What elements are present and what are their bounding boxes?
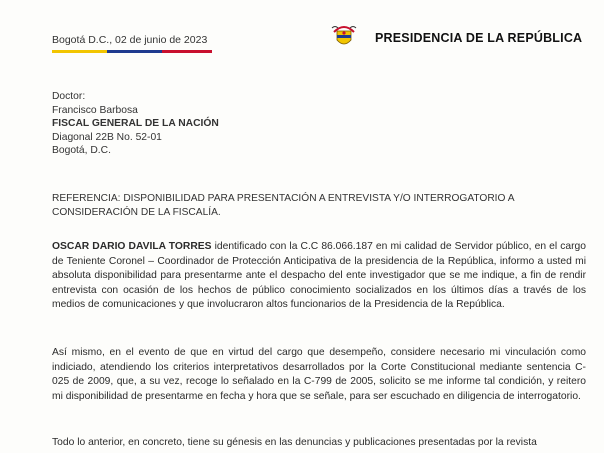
recipient-address: Diagonal 22B No. 52-01 [52,131,162,143]
paragraph-1-text: identificado con la C.C 86.066.187 en mi calidad de Servidor público, en el cargo de Teniente Coronel – Coordinador de Protección Anticipativa de la presidencia de la República, informo a usted mi absoluta disponibilidad para presentarme ante el despacho del ente investigador que se me indique, a fin de rendir entrevista con ocasión de los hechos de público conocimiento socializados en los últimos días a través de los medios de comunicaciones y que involucraron altos funcionarios de la Presidencia de la República. [52,241,586,311]
paragraph-2: Así mismo, en el evento de que en virtud del cargo que desempeño, considere necesario mi vinculación como indiciado, atendiendo los criterios interpretativos desarrollados por la Corte Constitucional mediante sentencia C- 025 de 2009, que, a su vez, recoge lo señalado en la C-799 de 2005, solicito se me informe tal condición, y reitero mi disponibilidad de presentarme en fecha y hora que se señale, para ser escuchado en diligencia de interrogatorio. [52,347,586,402]
colombia-coat-of-arms-icon [330,22,358,50]
sender-name: OSCAR DARIO DAVILA TORRES [52,241,212,252]
recipient-block [52,90,219,158]
flag-stripe [52,50,212,53]
recipient-name: Francisco Barbosa [52,104,138,116]
recipient-city: Bogotá, D.C. [52,145,111,157]
recipient-title: FISCAL GENERAL DE LA NACIÓN [52,118,219,130]
institution-name: PRESIDENCIA DE LA REPÚBLICA [375,31,583,45]
paragraph-3: Todo lo anterior, en concreto, tiene su génesis en las denuncias y publicaciones presentadas por la revista [52,437,537,448]
letter-date: Bogotá D.C., 02 de junio de 2023 [52,34,208,46]
reference-line: REFERENCIA: DISPONIBILIDAD PARA PRESENTACIÓN A ENTREVISTA Y/O INTERROGATORIO A CONSIDERACIÓN DE LA FISCALÍA. [52,193,514,218]
salutation: Doctor: [52,91,86,102]
paragraph-1 [52,240,586,313]
